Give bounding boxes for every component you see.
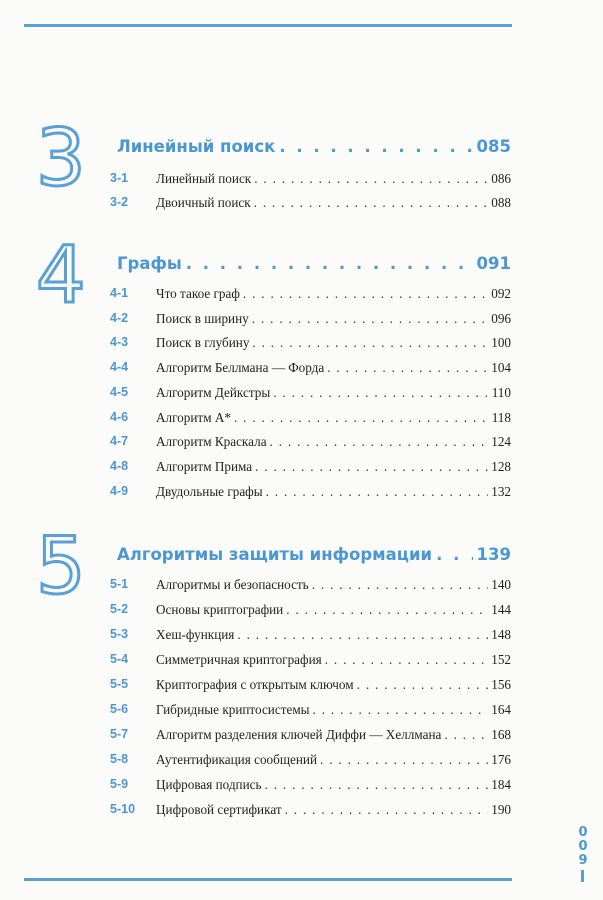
page-number-digit: 0 — [578, 825, 588, 840]
entry-title: Алгоритмы и безопасность — [156, 577, 309, 592]
toc-entry[interactable] — [0, 484, 603, 504]
entry-number: 4-6 — [110, 410, 129, 424]
toc-entry[interactable] — [0, 802, 603, 822]
entry-title: Двудольные графы — [156, 484, 263, 499]
entry-page: 176 — [491, 752, 511, 767]
dot-leader — [327, 360, 488, 376]
toc-entry[interactable] — [0, 777, 603, 797]
dot-leader — [255, 459, 488, 475]
entry-title: Алгоритм A* — [156, 410, 231, 425]
page-number — [575, 826, 591, 868]
entry-number: 5-5 — [110, 677, 129, 691]
chapter-title: Графы — [117, 254, 182, 273]
entry-page: 164 — [491, 702, 511, 717]
toc-entry[interactable] — [0, 171, 603, 191]
dot-leader — [444, 727, 488, 743]
dot-leader — [270, 434, 489, 450]
entry-title: Поиск в глубину — [156, 335, 250, 350]
dot-leader — [312, 577, 489, 593]
page-number-digit: 9 — [578, 853, 588, 868]
toc-entry[interactable] — [0, 652, 603, 672]
entry-title: Хеш-функция — [156, 627, 235, 642]
bottom-rule — [24, 878, 512, 881]
toc-entry[interactable] — [0, 385, 603, 405]
entry-number: 4-8 — [110, 459, 129, 473]
dot-leader — [234, 410, 489, 426]
entry-number: 5-10 — [110, 802, 136, 816]
entry-number: 4-5 — [110, 385, 129, 399]
entry-page: 118 — [491, 410, 511, 425]
dot-leader — [237, 627, 488, 643]
entry-number: 5-7 — [110, 727, 129, 741]
dot-leader — [313, 702, 489, 718]
entry-page: 100 — [491, 335, 511, 350]
top-rule — [24, 24, 512, 27]
dot-leader — [320, 752, 488, 768]
entry-number: 5-9 — [110, 777, 129, 791]
chapter-heading[interactable] — [117, 137, 511, 156]
entry-page: 184 — [491, 777, 511, 792]
toc-entry[interactable] — [0, 459, 603, 479]
chapter-number: 3 — [36, 114, 86, 204]
toc-entry[interactable] — [0, 360, 603, 380]
dot-leader — [279, 137, 472, 156]
entry-page: 096 — [491, 311, 511, 326]
entry-page: 124 — [491, 434, 511, 449]
entry-title: Алгоритм разделения ключей Диффи — Хеллмана — [156, 727, 442, 742]
dot-leader — [436, 545, 472, 564]
entry-title: Гибридные криптосистемы — [156, 702, 310, 717]
entry-page: 092 — [491, 286, 511, 301]
toc-entry[interactable] — [0, 577, 603, 597]
dot-leader — [266, 484, 489, 500]
entry-page: 144 — [491, 602, 511, 617]
entry-title: Двоичный поиск — [156, 195, 251, 210]
dot-leader — [252, 335, 488, 351]
entry-title: Симметричная криптография — [156, 652, 322, 667]
dot-leader — [252, 311, 488, 327]
toc-entry[interactable] — [0, 434, 603, 454]
entry-page: 148 — [491, 627, 511, 642]
entry-number: 5-8 — [110, 752, 129, 766]
toc-entry[interactable] — [0, 752, 603, 772]
entry-page: 088 — [491, 195, 511, 210]
entry-title: Алгоритм Беллмана — Форда — [156, 360, 325, 375]
entry-title: Аутентификация сообщений — [156, 752, 318, 767]
entry-title: Цифровая подпись — [156, 777, 262, 792]
dot-leader — [243, 286, 488, 302]
entry-page: 132 — [491, 484, 511, 499]
entry-number: 5-4 — [110, 652, 129, 666]
toc-entry[interactable] — [0, 702, 603, 722]
dot-leader — [357, 677, 489, 693]
chapter-page: 091 — [476, 254, 511, 273]
dot-leader — [325, 652, 489, 668]
toc-entry[interactable] — [0, 195, 603, 215]
entry-number: 5-1 — [110, 577, 129, 591]
dot-leader — [273, 385, 488, 401]
toc-entry[interactable] — [0, 602, 603, 622]
folio-bar — [581, 870, 584, 882]
entry-page: 152 — [491, 652, 511, 667]
entry-page: 140 — [491, 577, 511, 592]
entry-title: Линейный поиск — [156, 171, 252, 186]
page-number-digit: 0 — [578, 839, 588, 854]
chapter-page: 085 — [476, 137, 511, 156]
toc-entry[interactable] — [0, 627, 603, 647]
chapter-title: Линейный поиск — [117, 137, 276, 156]
entry-title: Криптография с открытым ключом — [156, 677, 354, 692]
entry-title: Цифровой сертификат — [156, 802, 282, 817]
entry-title: Алгоритм Прима — [156, 459, 253, 474]
entry-number: 5-6 — [110, 702, 129, 716]
entry-title: Поиск в ширину — [156, 311, 249, 326]
dot-leader — [254, 171, 488, 187]
chapter-number: 5 — [36, 522, 86, 612]
entry-number: 4-9 — [110, 484, 129, 498]
toc-entry[interactable] — [0, 286, 603, 306]
entry-number: 3-2 — [110, 195, 129, 209]
chapter-page: 139 — [476, 545, 511, 564]
entry-title: Алгоритм Дейкстры — [156, 385, 271, 400]
entry-number: 4-3 — [110, 335, 129, 349]
entry-number: 5-2 — [110, 602, 129, 616]
entry-page: 168 — [491, 727, 511, 742]
toc-entry[interactable] — [0, 335, 603, 355]
dot-leader — [254, 195, 489, 211]
entry-number: 5-3 — [110, 627, 129, 641]
entry-page: 104 — [491, 360, 511, 375]
entry-number: 4-7 — [110, 434, 129, 448]
entry-page: 190 — [491, 802, 511, 817]
entry-title: Основы криптографии — [156, 602, 284, 617]
chapter-heading[interactable] — [117, 545, 511, 564]
entry-title: Алгоритм Краскала — [156, 434, 267, 449]
dot-leader — [265, 777, 489, 793]
entry-number: 4-4 — [110, 360, 129, 374]
entry-page: 110 — [491, 385, 511, 400]
dot-leader — [285, 802, 489, 818]
entry-number: 3-1 — [110, 171, 129, 185]
toc-entry[interactable] — [0, 677, 603, 697]
entry-page: 156 — [491, 677, 511, 692]
toc-entry[interactable] — [0, 410, 603, 430]
dot-leader — [186, 254, 473, 273]
entry-page: 128 — [491, 459, 511, 474]
entry-number: 4-1 — [110, 286, 129, 300]
chapter-heading[interactable] — [117, 254, 511, 273]
entry-title: Что такое граф — [156, 286, 240, 301]
entry-page: 086 — [491, 171, 511, 186]
dot-leader — [286, 602, 488, 618]
chapter-number: 4 — [36, 231, 86, 321]
toc-entry[interactable] — [0, 727, 603, 747]
chapter-title: Алгоритмы защиты информации — [117, 545, 433, 564]
toc-entry[interactable] — [0, 311, 603, 331]
entry-number: 4-2 — [110, 311, 129, 325]
